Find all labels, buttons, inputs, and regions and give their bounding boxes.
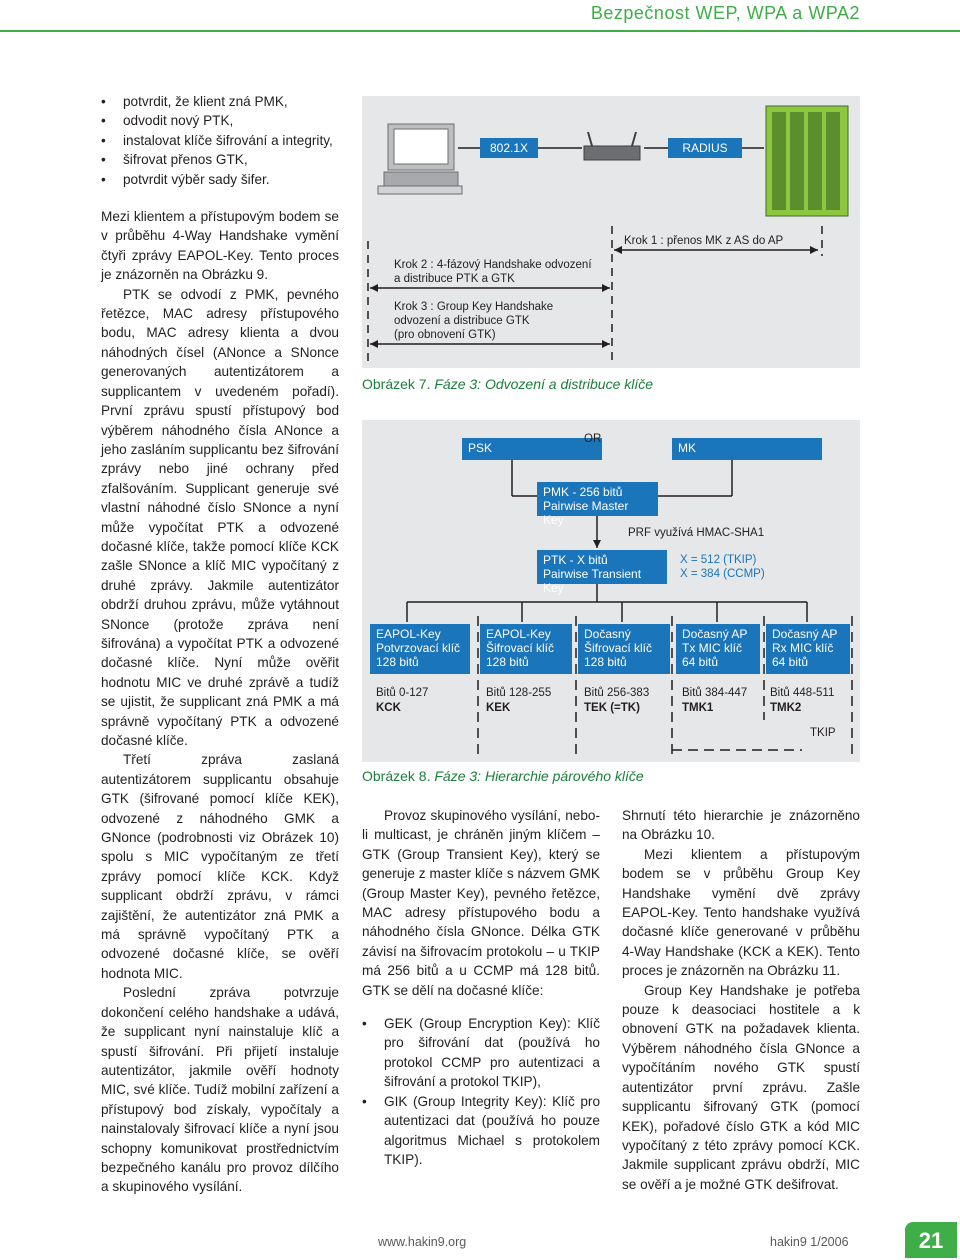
- name-tmk1: TMK1: [682, 702, 714, 714]
- figure-7-caption: Obrázek 7. Fáze 3: Odvození a distribuce klíče: [362, 376, 654, 392]
- paragraph: Mezi klientem a přístupovým bodem se v průběhu Group Key Handshake vymění dvě zprávy EAPOL-Key. Tento handshake využívá dočasné klíče generované v průběhu 4-Way Handshake (KCK a KEK). Tento proces je znázorněn na Obrázku 11.: [622, 846, 860, 979]
- tkip-label: TKIP: [810, 727, 836, 739]
- or-label: OR: [584, 433, 602, 445]
- prf-label: PRF využívá HMAC-SHA1: [628, 527, 765, 539]
- list-item: • GIK (Group Integrity Key): Klíč pro autentizaci dat (používá ho pouze algoritmus Michael s protokolem TKIP).: [362, 1093, 600, 1167]
- name-tmk2: TMK2: [770, 702, 802, 714]
- bullet-list: [101, 92, 339, 189]
- step-3-label-line3: (pro obnovení GTK): [394, 329, 496, 341]
- step-3-label-line1: Krok 3 : Group Key Handshake: [394, 301, 554, 313]
- psk-box: PSK: [462, 438, 602, 460]
- paragraph: PTK se odvodí z PMK, pevného řetězce, MAC adresy přístupového bodu, MAC adresy klienta a dvou náhodných čísel (ANonce a SNonce generovaných autentizátorem a supplicantem v uvedeném pořadí). První zprávu spustí přístupový bod výběrem náhodného čísla ANonce a jeho zasláním supplicantu bez šifrování zprávy nebo jiné ochrany před zfalšováním. Supplicant generuje své vlastní náhodné číslo SNonce a nyní může vypočítat PTK a odvozené dočasné klíče, takže pomocí klíče KCK zašle SNonce a klíč MIC vypočítaný z druhé zprávy. Jakmile autentizátor obdrží druhou zprávu, může vytáhnout SNonce (protože zpráva není šifrována) a vypočítat PTK a odvozené dočasné klíče. Nyní může ověřit hodnotu MIC ve druhé zprávě a tudíž se ujistit, že supplicant zná PMK a má správně vypočítaný PTK a odvozené dočasné klíče.: [101, 286, 339, 748]
- server-rack-icon: [766, 106, 848, 216]
- bits-tek: Bitů 256-383: [584, 687, 650, 699]
- name-tek: TEK (=TK): [584, 702, 640, 714]
- footer-url: www.hakin9.org: [378, 1235, 467, 1249]
- pmk-box: PMK - 256 bitů Pairwise Master Key: [537, 482, 658, 516]
- key-box-kek: EAPOL-Key Šifrovací klíč 128 bitů: [480, 624, 572, 674]
- bits-tmk2: Bitů 448-511: [770, 687, 835, 699]
- key-box-tmk2: Dočasný AP Rx MIC klíč 64 bitů: [766, 624, 850, 674]
- step-2-label-line1: Krok 2 : 4-fázový Handshake odvození: [394, 259, 592, 271]
- paragraph: Poslední zpráva potvrzuje dokončení celého handshake a udává, že supplicant nyní nainstaluje klíč a spustí šifrování. Při přijetí instaluje autentizátor, jakmile ověří hodnoty MIC, své klíče. Tudíž mobilní zařízení a přístupový bod získaly, vypočítaly a nainstalovaly šifrovací klíče a nyní jsou schopny komunikovat prostřednictvím bezpečného kanálu pro provoz dílčího a skupinového vysílání.: [101, 985, 339, 1195]
- list-item: • odvodit nový PTK,: [101, 113, 234, 129]
- bits-tmk1: Bitů 384-447: [682, 687, 748, 699]
- bits-kck: Bitů 0-127: [376, 687, 429, 699]
- page-number-badge: 21: [905, 1222, 957, 1258]
- x-tkip-label: X = 512 (TKIP): [680, 554, 757, 566]
- footer-issue: hakin9 1/2006: [770, 1235, 849, 1249]
- name-kek: KEK: [486, 702, 511, 714]
- key-box-kck: EAPOL-Key Potvrzovací klíč 128 bitů: [370, 624, 470, 674]
- figure-7-diagram: [362, 96, 860, 368]
- paragraph: Group Key Handshake je potřeba pouze k deasociaci hostitele a k obnovení GTK na požadavek klienta. Výběrem náhodného čísla GNonce a vypočítáním nového GTK spustí autentizátor první zprávu. Zašle supplicantu šifrovaný GTK (pomocí KEK), pořadové číslo GTK a kód MIC vypočítaný z této zprávy pomocí KCK. Jakmile supplicant zprávu obdrží, MIC se ověří a je možné GTK dešifrovat.: [622, 982, 860, 1192]
- bits-kek: Bitů 128-255: [486, 687, 552, 699]
- running-header-title: Bezpečnost WEP, WPA a WPA2: [590, 3, 860, 23]
- x-ccmp-label: X = 384 (CCMP): [680, 568, 765, 580]
- step-3-label-line2: odvození a distribuce GTK: [394, 315, 530, 327]
- list-item: • šifrovat přenos GTK,: [101, 152, 248, 168]
- figure-8-caption: Obrázek 8. Fáze 3: Hierarchie párového klíče: [362, 768, 644, 784]
- bullet-list: [362, 1014, 600, 1169]
- list-item: • GEK (Group Encryption Key): Klíč pro šifrování dat (používá ho protokol CCMP pro autentizaci a šifrování a protokol TKIP),: [362, 1016, 600, 1090]
- list-item: • instalovat klíče šifrování a integrity,: [101, 132, 333, 148]
- ptk-box: PTK - X bitů Pairwise Transient Key: [537, 550, 667, 584]
- header-rule: [0, 30, 960, 32]
- key-box-tmk1: Dočasný AP Tx MIC klíč 64 bitů: [676, 624, 760, 674]
- list-item: • potvrdit výběr sady šifer.: [101, 171, 270, 187]
- step-2-label-line2: a distribuce PTK a GTK: [394, 273, 515, 285]
- list-item: • potvrdit, že klient zná PMK,: [101, 94, 288, 109]
- paragraph: Mezi klientem a přístupovým bodem se v průběhu 4-Way Handshake vymění čtyři zprávy EAPOL-Key. Tento proces je znázorněn na Obrázku 9.: [101, 209, 339, 283]
- label-8021x: 802.1X: [480, 138, 538, 158]
- label-radius: RADIUS: [668, 138, 742, 158]
- router-icon: [584, 132, 640, 160]
- article-column-middle: [362, 806, 600, 1169]
- article-column-right: [622, 806, 860, 1194]
- mk-box: MK: [672, 438, 822, 460]
- paragraph: Třetí zpráva zaslaná autentizátorem supplicantu obsahuje GTK (šifrované pomocí klíče KEK), odvozené z náhodného GMK a GNonce (podrobnosti viz Obrázek 10) spolu s MIC vypočítaným ze třetí zprávy pomocí klíče KCK. Když supplicant obdrží zprávu, v rámci zajištění, že autentizátor zná PMK a má správně vypočítaný PTK a odvozené dočasné klíče, se ověří hodnota MIC.: [101, 752, 339, 981]
- paragraph: Provoz skupinového vysílání, nebo-li multicast, je chráněn jiným klíčem – GTK (Group Transient Key), který se generuje z master klíče s názvem GMK (Group Master Key), pevného řetězce, MAC adresy přístupového bodu a náhodného čísla GNonce. Délka GTK závisí na šifrovacím protokolu – u TKIP má 256 bitů a u CCMP má 128 bitů. GTK se dělí na dočasné klíče:: [362, 808, 600, 998]
- key-box-tek: Dočasný Šifrovací klíč 128 bitů: [578, 624, 670, 674]
- name-kck: KCK: [376, 702, 401, 714]
- computer-icon: [378, 124, 462, 194]
- paragraph: Shrnutí této hierarchie je znázorněno na Obrázku 10.: [622, 808, 860, 843]
- figure-8-diagram: [362, 420, 860, 762]
- article-column-left: [101, 92, 339, 1197]
- step-1-label: Krok 1 : přenos MK z AS do AP: [624, 235, 784, 247]
